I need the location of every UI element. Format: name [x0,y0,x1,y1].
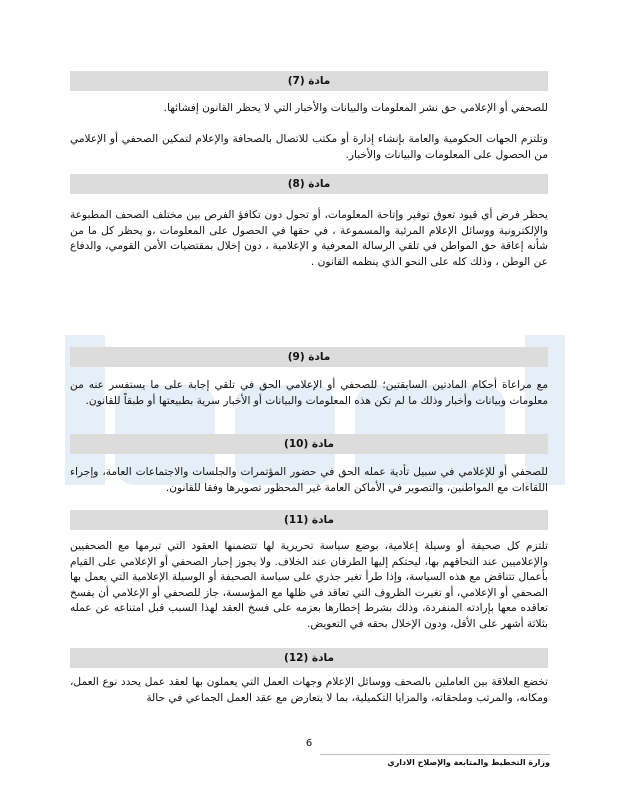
article-7-title: مادة (7) [70,71,548,91]
article-8-title: مادة (8) [70,174,548,194]
footer-ministry-name: وزارة التخطيط والمتابعة والإصلاح الاداري [387,758,550,767]
article-7-paragraph-2: وتلتزم الجهات الحكومية والعامة بإنشاء إدارة أو مكتب للاتصال بالصحافة والإعلام لتمكين الصحفي أو الإعلامي من الحصول على المعلومات والبيانات والأخبار. [70,133,548,161]
article-10-title: مادة (10) [70,434,548,454]
footer-divider [320,754,550,755]
article-11-paragraph-1: تلتزم كل صحيفة أو وسيلة إعلامية، بوضع سياسة تحريرية لها تتضمنها العقود التي تبرمها مع الصحفيين والإعلاميين عند التحاقهم بها، ليحتكم إليها الطرفان عند الخلاف. ولا يجوز إجبار الصحفي أو الإعلامي على القيام بأعمال تتناقض مع هذه السياسة، وإذا طرأ تغير جذري على سياسة الصحيفة أو الوسيلة الإعلامية التي يعمل بها الصحفي أو الإعلامي، أو تغيرت الظروف التي تعاقد في ظلها مع المؤسسة، جاز للصحفي أو الإعلامي أن يفسخ تعاقده معها بإرادته المنفردة، وذلك بشرط إخطارها بعزمه على فسخ العقد لهذا السبب قبل امتناعه عن عمله بثلاثة أشهر على الأقل، ودون الإخلال بحقه في التعويض. [70,540,548,630]
article-7-paragraph-1: للصحفي أو الإعلامي حق نشر المعلومات والبيانات والأخبار التي لا يحظر القانون إفشائها. [163,102,548,114]
article-9-title: مادة (9) [70,347,548,367]
article-9-paragraph-1: مع مراعاة أحكام المادتين السابقتين؛ للصحفي أو الإعلامي الحق في تلقي إجابة على ما يستفسر عنه من معلومات وبيانات وأخبار وذلك ما لم تكن هذه المعلومات والبيانات أو الأخبار سرية بطبيعتها أو طبقاً للقانون. [70,379,548,407]
article-10-paragraph-1: للصحفي أو للإعلامي في سبيل تأدية عمله الحق في حضور المؤتمرات والجلسات والاجتماعات العامة، وإجراء اللقاءات مع المواطنين، والتصوير في الأماكن العامة غير المحظور تصويرها وفقا للقانون. [70,466,548,494]
article-12-title: مادة (12) [70,648,548,668]
article-12-paragraph-1: تخضع العلاقة بين العاملين بالصحف ووسائل الإعلام وجهات العمل التي يعملون بها لعقد عمل يحدد نوع العمل، ومكانه، والمرتب وملحقاته، والمزايا التكميلية، بما لا يتعارض مع عقد العمل الجماعي في حالة [70,676,548,704]
article-8-paragraph-1: يحظر فرض أي قيود تعوق توفير وإتاحة المعلومات، أو تحول دون تكافؤ الفرص بين مختلف الصحف المطبوعة والإلكترونية ووسائل الإعلام المرئية والمسموعة ، في حقها في الحصول على المعلومات ،و يحظر كل ما من شأنه إعاقة حق المواطن في تلقي الرسالة المعرفية و الإعلامية ، دون إخلال بمقتضيات الأمن القومي، والدفاع عن الوطن ، وذلك كله على النحو الذي ينظمه القانون . [70,209,548,268]
page-number: 6 [305,738,313,749]
article-11-title: مادة (11) [70,510,548,530]
